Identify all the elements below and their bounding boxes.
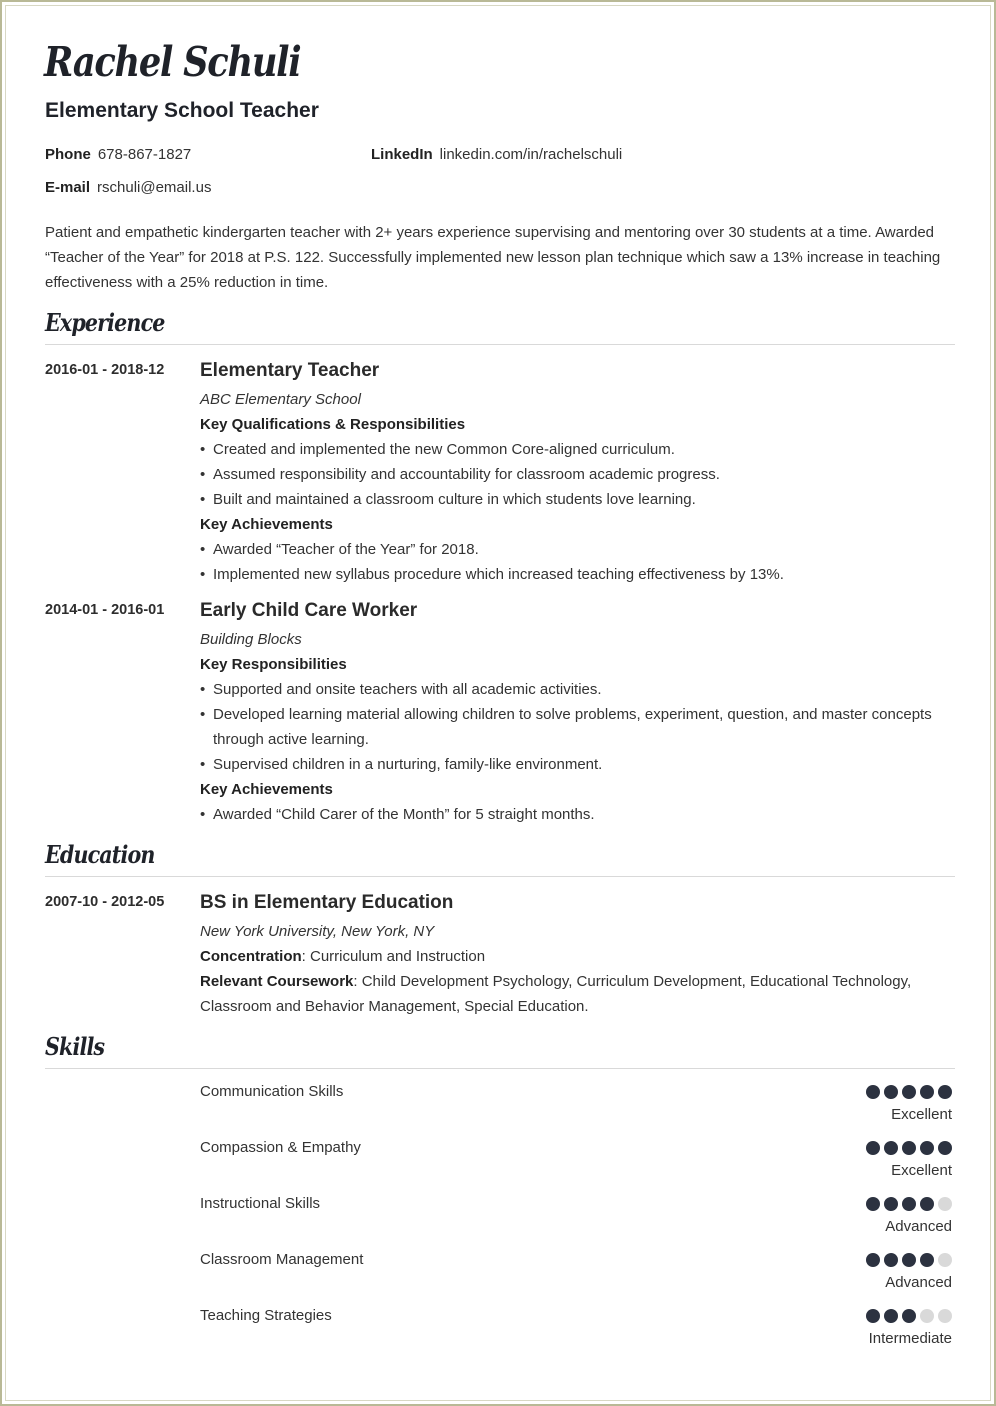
skill-rating-dots bbox=[866, 1141, 952, 1155]
rating-dot-filled bbox=[866, 1141, 880, 1155]
experience-divider bbox=[45, 344, 955, 345]
rating-dot-filled bbox=[866, 1085, 880, 1099]
rating-dot-empty bbox=[938, 1309, 952, 1323]
coursework-value: : Child Development Psychology, Curriculum Development, Educational Technology, Classroom and Behavior Management, Special Education. bbox=[200, 973, 912, 1015]
rating-dot-empty bbox=[920, 1309, 934, 1323]
skill-name: Communication Skills bbox=[200, 1083, 344, 1100]
job-2-dates: 2014-01 - 2016-01 bbox=[45, 602, 165, 618]
degree-title: BS in Elementary Education bbox=[200, 892, 454, 913]
concentration-value: : Curriculum and Instruction bbox=[301, 948, 486, 965]
job-2 bbox=[200, 598, 950, 827]
job-2-org: Building Blocks bbox=[200, 631, 302, 648]
school-name: New York University, New York, NY bbox=[200, 923, 435, 940]
education-divider bbox=[45, 876, 955, 877]
skill-level: Advanced bbox=[885, 1218, 952, 1235]
email-link[interactable]: rschuli@email.us bbox=[97, 179, 212, 196]
skill-rating-dots bbox=[866, 1197, 952, 1211]
rating-dot-filled bbox=[920, 1253, 934, 1267]
list-item: • Supported and onsite teachers with all academic activities. bbox=[200, 677, 950, 702]
list-item: • Implemented new syllabus procedure which increased teaching effectiveness by 13%. bbox=[200, 562, 950, 587]
rating-dot-filled bbox=[938, 1141, 952, 1155]
experience-heading: Experience bbox=[45, 308, 165, 337]
rating-dot-filled bbox=[866, 1197, 880, 1211]
skill-level: Excellent bbox=[891, 1162, 952, 1179]
list-item: • Built and maintained a classroom culture in which students love learning. bbox=[200, 487, 950, 512]
education-heading: Education bbox=[45, 840, 155, 869]
rating-dot-filled bbox=[902, 1141, 916, 1155]
education-entry bbox=[200, 890, 950, 1019]
rating-dot-filled bbox=[920, 1141, 934, 1155]
job-1-ach-heading: Key Achievements bbox=[200, 516, 333, 533]
job-title: Elementary School Teacher bbox=[45, 99, 319, 122]
job-1-ach-list bbox=[200, 537, 950, 587]
skills-heading: Skills bbox=[45, 1032, 105, 1061]
job-2-ach-heading: Key Achievements bbox=[200, 781, 333, 798]
list-item: • Assumed responsibility and accountability for classroom academic progress. bbox=[200, 462, 950, 487]
job-2-resp-list bbox=[200, 677, 950, 777]
summary-text: Patient and empathetic kindergarten teacher with 2+ years experience supervising and mentoring over 30 students at a time. Awarded “Teacher of the Year” for 2018 at P.S. 122. Successfully implemented new lesson plan technique which saw a 13% increase in teaching effectiveness with a 25% reduction in time. bbox=[45, 224, 941, 291]
education-dates: 2007-10 - 2012-05 bbox=[45, 894, 165, 910]
rating-dot-filled bbox=[884, 1141, 898, 1155]
list-item: • Awarded “Teacher of the Year” for 2018. bbox=[200, 537, 950, 562]
rating-dot-filled bbox=[902, 1309, 916, 1323]
job-2-ach-list bbox=[200, 802, 950, 827]
contact-email bbox=[45, 179, 211, 196]
skill-rating-dots bbox=[866, 1085, 952, 1099]
job-2-resp-heading: Key Responsibilities bbox=[200, 656, 347, 673]
candidate-name: Rachel Schuli bbox=[44, 38, 301, 86]
job-1-resp-list bbox=[200, 437, 950, 512]
job-1-dates: 2016-01 - 2018-12 bbox=[45, 362, 165, 378]
rating-dot-filled bbox=[884, 1197, 898, 1211]
skill-name: Classroom Management bbox=[200, 1251, 364, 1268]
concentration-label: Concentration bbox=[200, 948, 302, 965]
skill-level: Advanced bbox=[885, 1274, 952, 1291]
skill-name: Compassion & Empathy bbox=[200, 1139, 361, 1156]
skill-name: Teaching Strategies bbox=[200, 1307, 332, 1324]
rating-dot-filled bbox=[920, 1085, 934, 1099]
skill-rating-dots bbox=[866, 1253, 952, 1267]
job-1-role: Elementary Teacher bbox=[200, 360, 380, 381]
contact-phone bbox=[45, 146, 191, 163]
rating-dot-empty bbox=[938, 1197, 952, 1211]
rating-dot-empty bbox=[938, 1253, 952, 1267]
rating-dot-filled bbox=[938, 1085, 952, 1099]
rating-dot-filled bbox=[866, 1253, 880, 1267]
linkedin-link[interactable]: linkedin.com/in/rachelschuli bbox=[439, 146, 623, 163]
list-item: • Developed learning material allowing children to solve problems, experiment, question, and master concepts through active learning. bbox=[200, 702, 950, 752]
rating-dot-filled bbox=[902, 1085, 916, 1099]
list-item: • Created and implemented the new Common Core-aligned curriculum. bbox=[200, 437, 950, 462]
skill-rating-dots bbox=[866, 1309, 952, 1323]
email-label: E-mail bbox=[45, 179, 91, 196]
job-1 bbox=[200, 358, 950, 587]
phone-label: Phone bbox=[45, 146, 91, 163]
job-1-org: ABC Elementary School bbox=[200, 391, 361, 408]
linkedin-label: LinkedIn bbox=[371, 146, 433, 163]
concentration-line bbox=[200, 944, 950, 969]
rating-dot-filled bbox=[902, 1253, 916, 1267]
skill-level: Intermediate bbox=[868, 1330, 952, 1347]
list-item: • Awarded “Child Carer of the Month” for 5 straight months. bbox=[200, 802, 950, 827]
coursework-label: Relevant Coursework bbox=[200, 973, 354, 990]
list-item: • Supervised children in a nurturing, family-like environment. bbox=[200, 752, 950, 777]
rating-dot-filled bbox=[902, 1197, 916, 1211]
phone-value: 678-867-1827 bbox=[97, 146, 192, 163]
rating-dot-filled bbox=[866, 1309, 880, 1323]
rating-dot-filled bbox=[884, 1309, 898, 1323]
job-1-resp-heading: Key Qualifications & Responsibilities bbox=[200, 416, 466, 433]
rating-dot-filled bbox=[884, 1085, 898, 1099]
job-2-role: Early Child Care Worker bbox=[200, 600, 418, 621]
contact-linkedin bbox=[371, 146, 622, 163]
skill-level: Excellent bbox=[891, 1106, 952, 1123]
coursework-line bbox=[200, 969, 950, 1019]
rating-dot-filled bbox=[884, 1253, 898, 1267]
skill-name: Instructional Skills bbox=[200, 1195, 321, 1212]
rating-dot-filled bbox=[920, 1197, 934, 1211]
skills-divider bbox=[45, 1068, 955, 1069]
